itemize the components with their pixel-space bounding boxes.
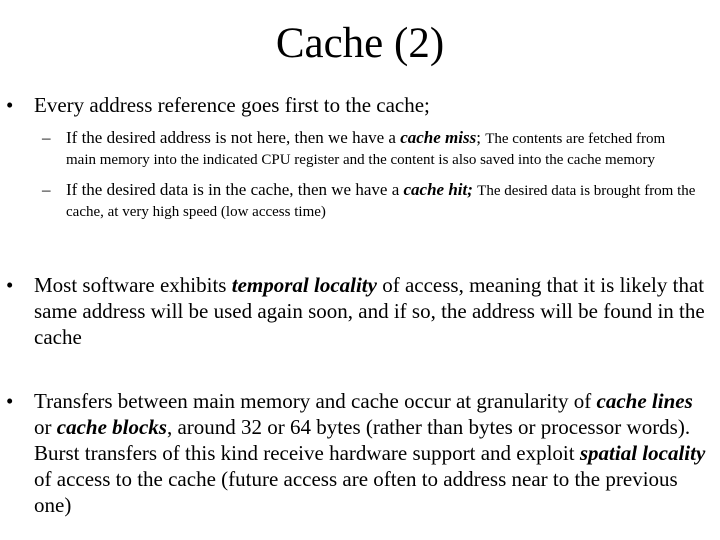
sub-bullet-marker: – xyxy=(42,180,51,199)
bullet-text-main: Every address reference goes first to the cache; xyxy=(34,93,430,117)
bullet-text xyxy=(0,272,720,350)
bullet-marker: • xyxy=(6,273,14,297)
term-temporal-locality: temporal locality xyxy=(231,273,377,297)
term-spatial-locality: spatial locality xyxy=(579,441,706,465)
sub-bullet-detail: The desired data is brought from the cache, at very high speed (low access time) xyxy=(66,183,696,220)
sub-bullet-marker: – xyxy=(42,128,51,147)
sub-bullet-cache-hit xyxy=(0,180,720,222)
sub-bullet-text: ; xyxy=(476,128,486,147)
term-cache-lines: cache lines xyxy=(596,389,693,413)
bullet-transfers xyxy=(0,388,720,518)
sub-bullet-text: If the desired address is not here, then we have a xyxy=(66,128,401,147)
bullet-text-pre: Transfers between main memory and cache occur at granularity of xyxy=(34,389,597,413)
sub-bullet-text: If the desired data is in the cache, then we have a xyxy=(66,180,404,199)
bullet-text-post: of access to the cache (future access are often to address near to the previous one) xyxy=(34,467,678,517)
bullet-text xyxy=(0,388,720,518)
sub-bullet-cache-miss xyxy=(0,128,720,170)
term-cache-blocks: cache blocks xyxy=(56,415,167,439)
bullet-text-mid: or xyxy=(34,415,57,439)
bullet-text xyxy=(0,92,720,118)
slide-title: Cache (2) xyxy=(275,20,445,67)
bullet-marker: • xyxy=(6,93,14,117)
sub-bullet-detail: The contents are fetched from main memory into the indicated CPU register and the content is also saved into the cache memory xyxy=(66,131,666,168)
bullet-temporal-locality xyxy=(0,272,720,350)
term-cache-miss: cache miss xyxy=(400,128,477,147)
term-cache-hit: cache hit; xyxy=(403,180,473,199)
bullet-marker: • xyxy=(6,389,14,413)
bullet-text-mid: , around 32 or 64 bytes (rather than bytes or processor words). Burst transfers of this kind receive hardware support and exploit xyxy=(34,415,691,465)
bullet-text-pre: Most software exhibits xyxy=(34,273,232,297)
bullet-text-post: of access, meaning that it is likely that same address will be used again soon, and if so, the address will be found in the cache xyxy=(34,273,705,349)
bullet-cache-reference xyxy=(0,92,720,222)
